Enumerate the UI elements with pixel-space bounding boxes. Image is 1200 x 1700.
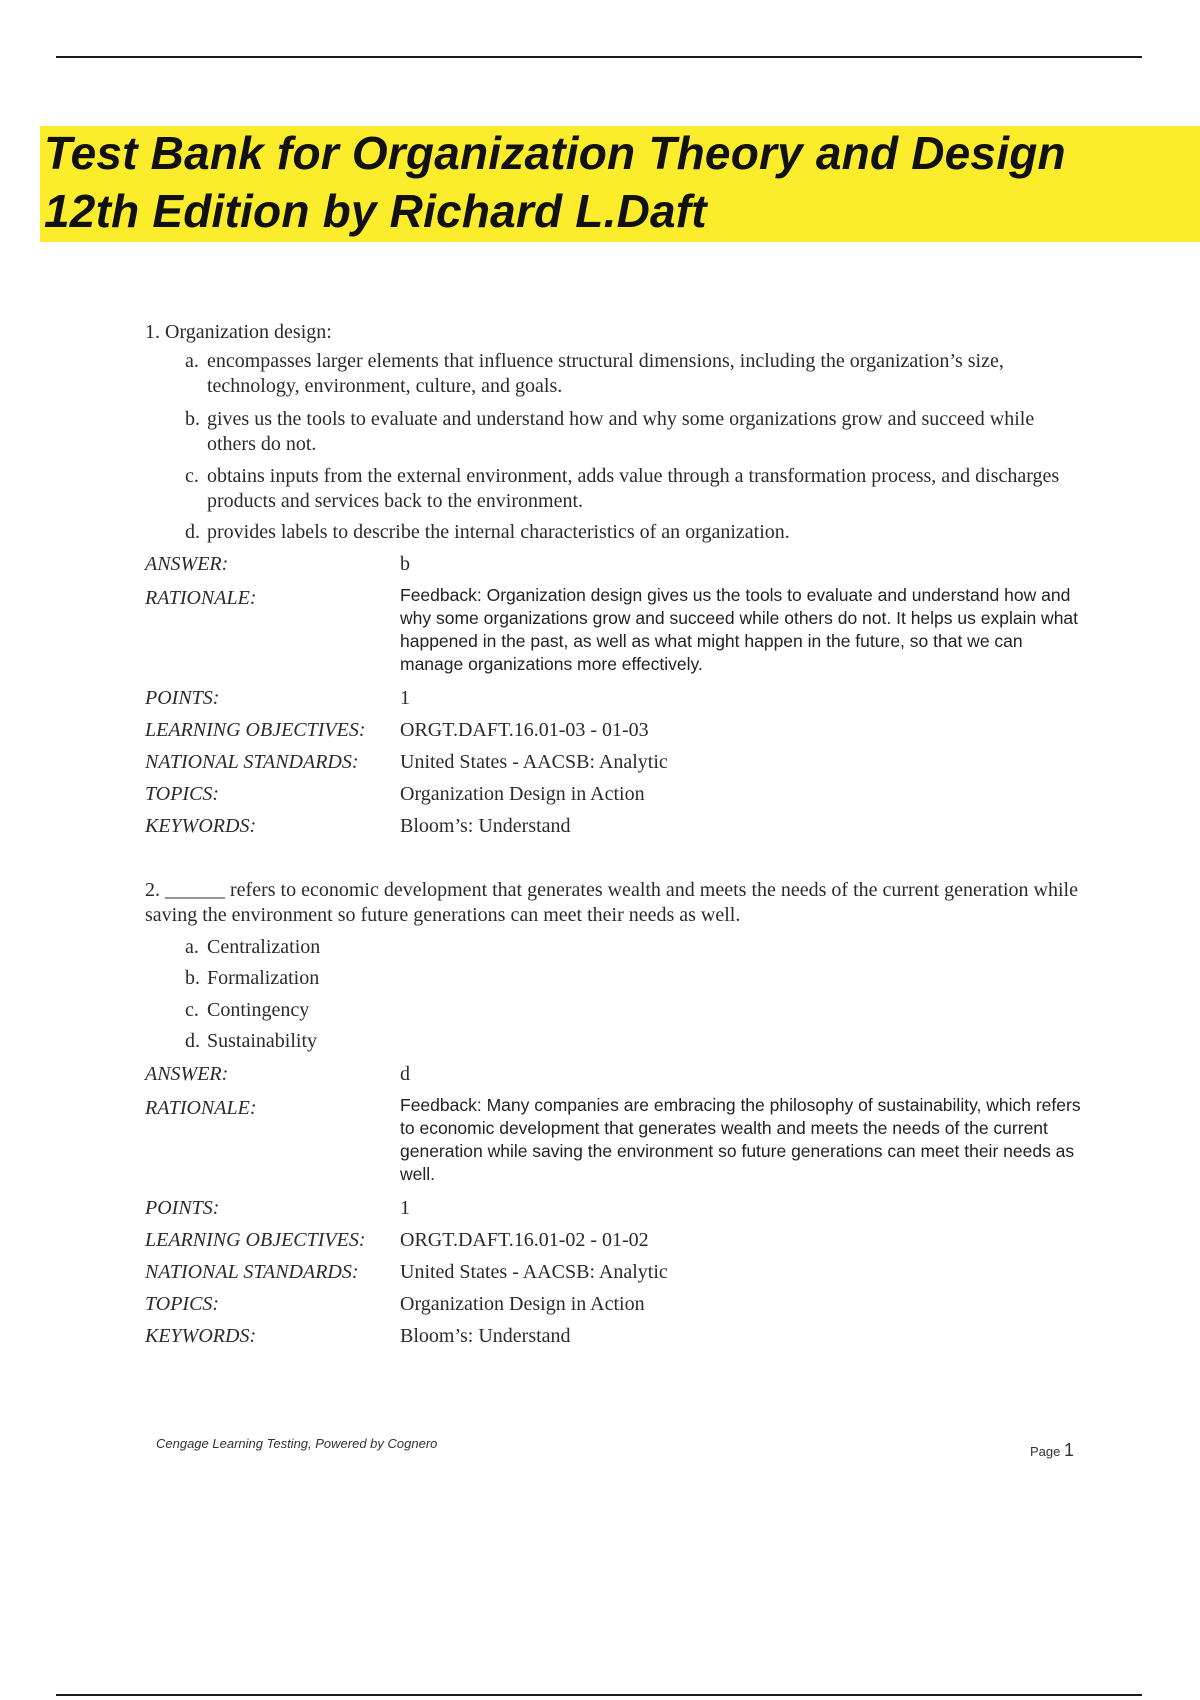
topics-value: Organization Design in Action [400,783,645,805]
choice-d [145,520,1085,545]
choice-text: provides labels to describe the internal characteristics of an organization. [207,521,790,543]
points-label: POINTS: [145,687,220,709]
choice-c [145,464,1085,514]
rationale-text: Feedback: Many companies are embracing the philosophy of sustainability, which refers to economic development that generates wealth and meets the needs of the current generation while saving the environment so future generations can meet their needs as well. [400,1095,1081,1184]
question-metadata [145,1058,1085,1352]
keywords-value: Bloom’s: Understand [400,1325,571,1347]
page-title [44,124,1066,240]
footer-page [1030,1440,1074,1461]
choice-text: Centralization [207,936,321,958]
choice-text: gives us the tools to evaluate and understand how and why some organizations grow and succeed while others do not. [207,408,1035,455]
choice-list [145,932,1085,1056]
title-line-2: 12th Edition by Richard L.Daft [44,185,707,237]
answer-value: d [400,1063,410,1085]
choice-letter: a. [185,350,199,372]
choice-d [145,1026,1085,1056]
choice-b [145,962,1085,994]
choice-b [145,407,1085,457]
choice-text: Sustainability [207,1030,317,1052]
choice-list [145,349,1085,545]
choice-letter: b. [185,408,200,430]
rationale-label: RATIONALE: [145,587,257,609]
topics-label: TOPICS: [145,1293,220,1315]
choice-letter: c. [185,999,199,1021]
keywords-label: KEYWORDS: [145,1325,257,1347]
national-standards-label: NATIONAL STANDARDS: [145,751,359,773]
points-label: POINTS: [145,1197,220,1219]
question-stem: 2. ______ refers to economic development that generates wealth and meets the needs of the current generation while saving the environment so future generations can meet their needs as well. [145,879,1078,926]
choice-letter: c. [185,465,199,487]
question-1 [145,320,1085,842]
choice-a [145,932,1085,962]
title-line-1: Test Bank for Organization Theory and Design [44,127,1066,179]
page-label: Page [1030,1444,1061,1459]
national-standards-value: United States - AACSB: Analytic [400,1261,668,1283]
rationale-label: RATIONALE: [145,1097,257,1119]
top-rule [56,56,1142,58]
choice-text: encompasses larger elements that influence structural dimensions, including the organization’s size, technology, environment, culture, and goals. [207,350,1004,397]
topics-label: TOPICS: [145,783,220,805]
keywords-label: KEYWORDS: [145,815,257,837]
choice-letter: d. [185,521,200,543]
answer-label: ANSWER: [145,553,229,575]
keywords-value: Bloom’s: Understand [400,815,571,837]
question-metadata [145,548,1085,842]
learning-objectives-value: ORGT.DAFT.16.01-02 - 01-02 [400,1229,649,1251]
answer-label: ANSWER: [145,1063,229,1085]
points-value: 1 [400,1197,410,1219]
bottom-rule [56,1694,1142,1696]
choice-letter: d. [185,1030,200,1052]
question-stem: 1. Organization design: [145,321,332,343]
footer-publisher: Cengage Learning Testing, Powered by Cognero [156,1436,438,1451]
learning-objectives-label: LEARNING OBJECTIVES: [145,1229,366,1251]
national-standards-value: United States - AACSB: Analytic [400,751,668,773]
choice-letter: a. [185,936,199,958]
choice-text: Formalization [207,967,320,989]
topics-value: Organization Design in Action [400,1293,645,1315]
page-number: 1 [1064,1440,1075,1460]
choice-c [145,994,1085,1026]
choice-text: obtains inputs from the external environment, adds value through a transformation process, and discharges products and services back to the environment. [207,465,1060,512]
national-standards-label: NATIONAL STANDARDS: [145,1261,359,1283]
answer-value: b [400,553,410,575]
points-value: 1 [400,687,410,709]
choice-a [145,349,1085,399]
learning-objectives-label: LEARNING OBJECTIVES: [145,719,366,741]
choice-letter: b. [185,967,200,989]
choice-text: Contingency [207,999,310,1021]
rationale-text: Feedback: Organization design gives us the tools to evaluate and understand how and why some organizations grow and succeed while others do not. It helps us explain what happened in the past, as well as what might happen in the future, so that we can manage organizations more effectively. [400,585,1079,674]
learning-objectives-value: ORGT.DAFT.16.01-03 - 01-03 [400,719,649,741]
question-2 [145,878,1085,1352]
